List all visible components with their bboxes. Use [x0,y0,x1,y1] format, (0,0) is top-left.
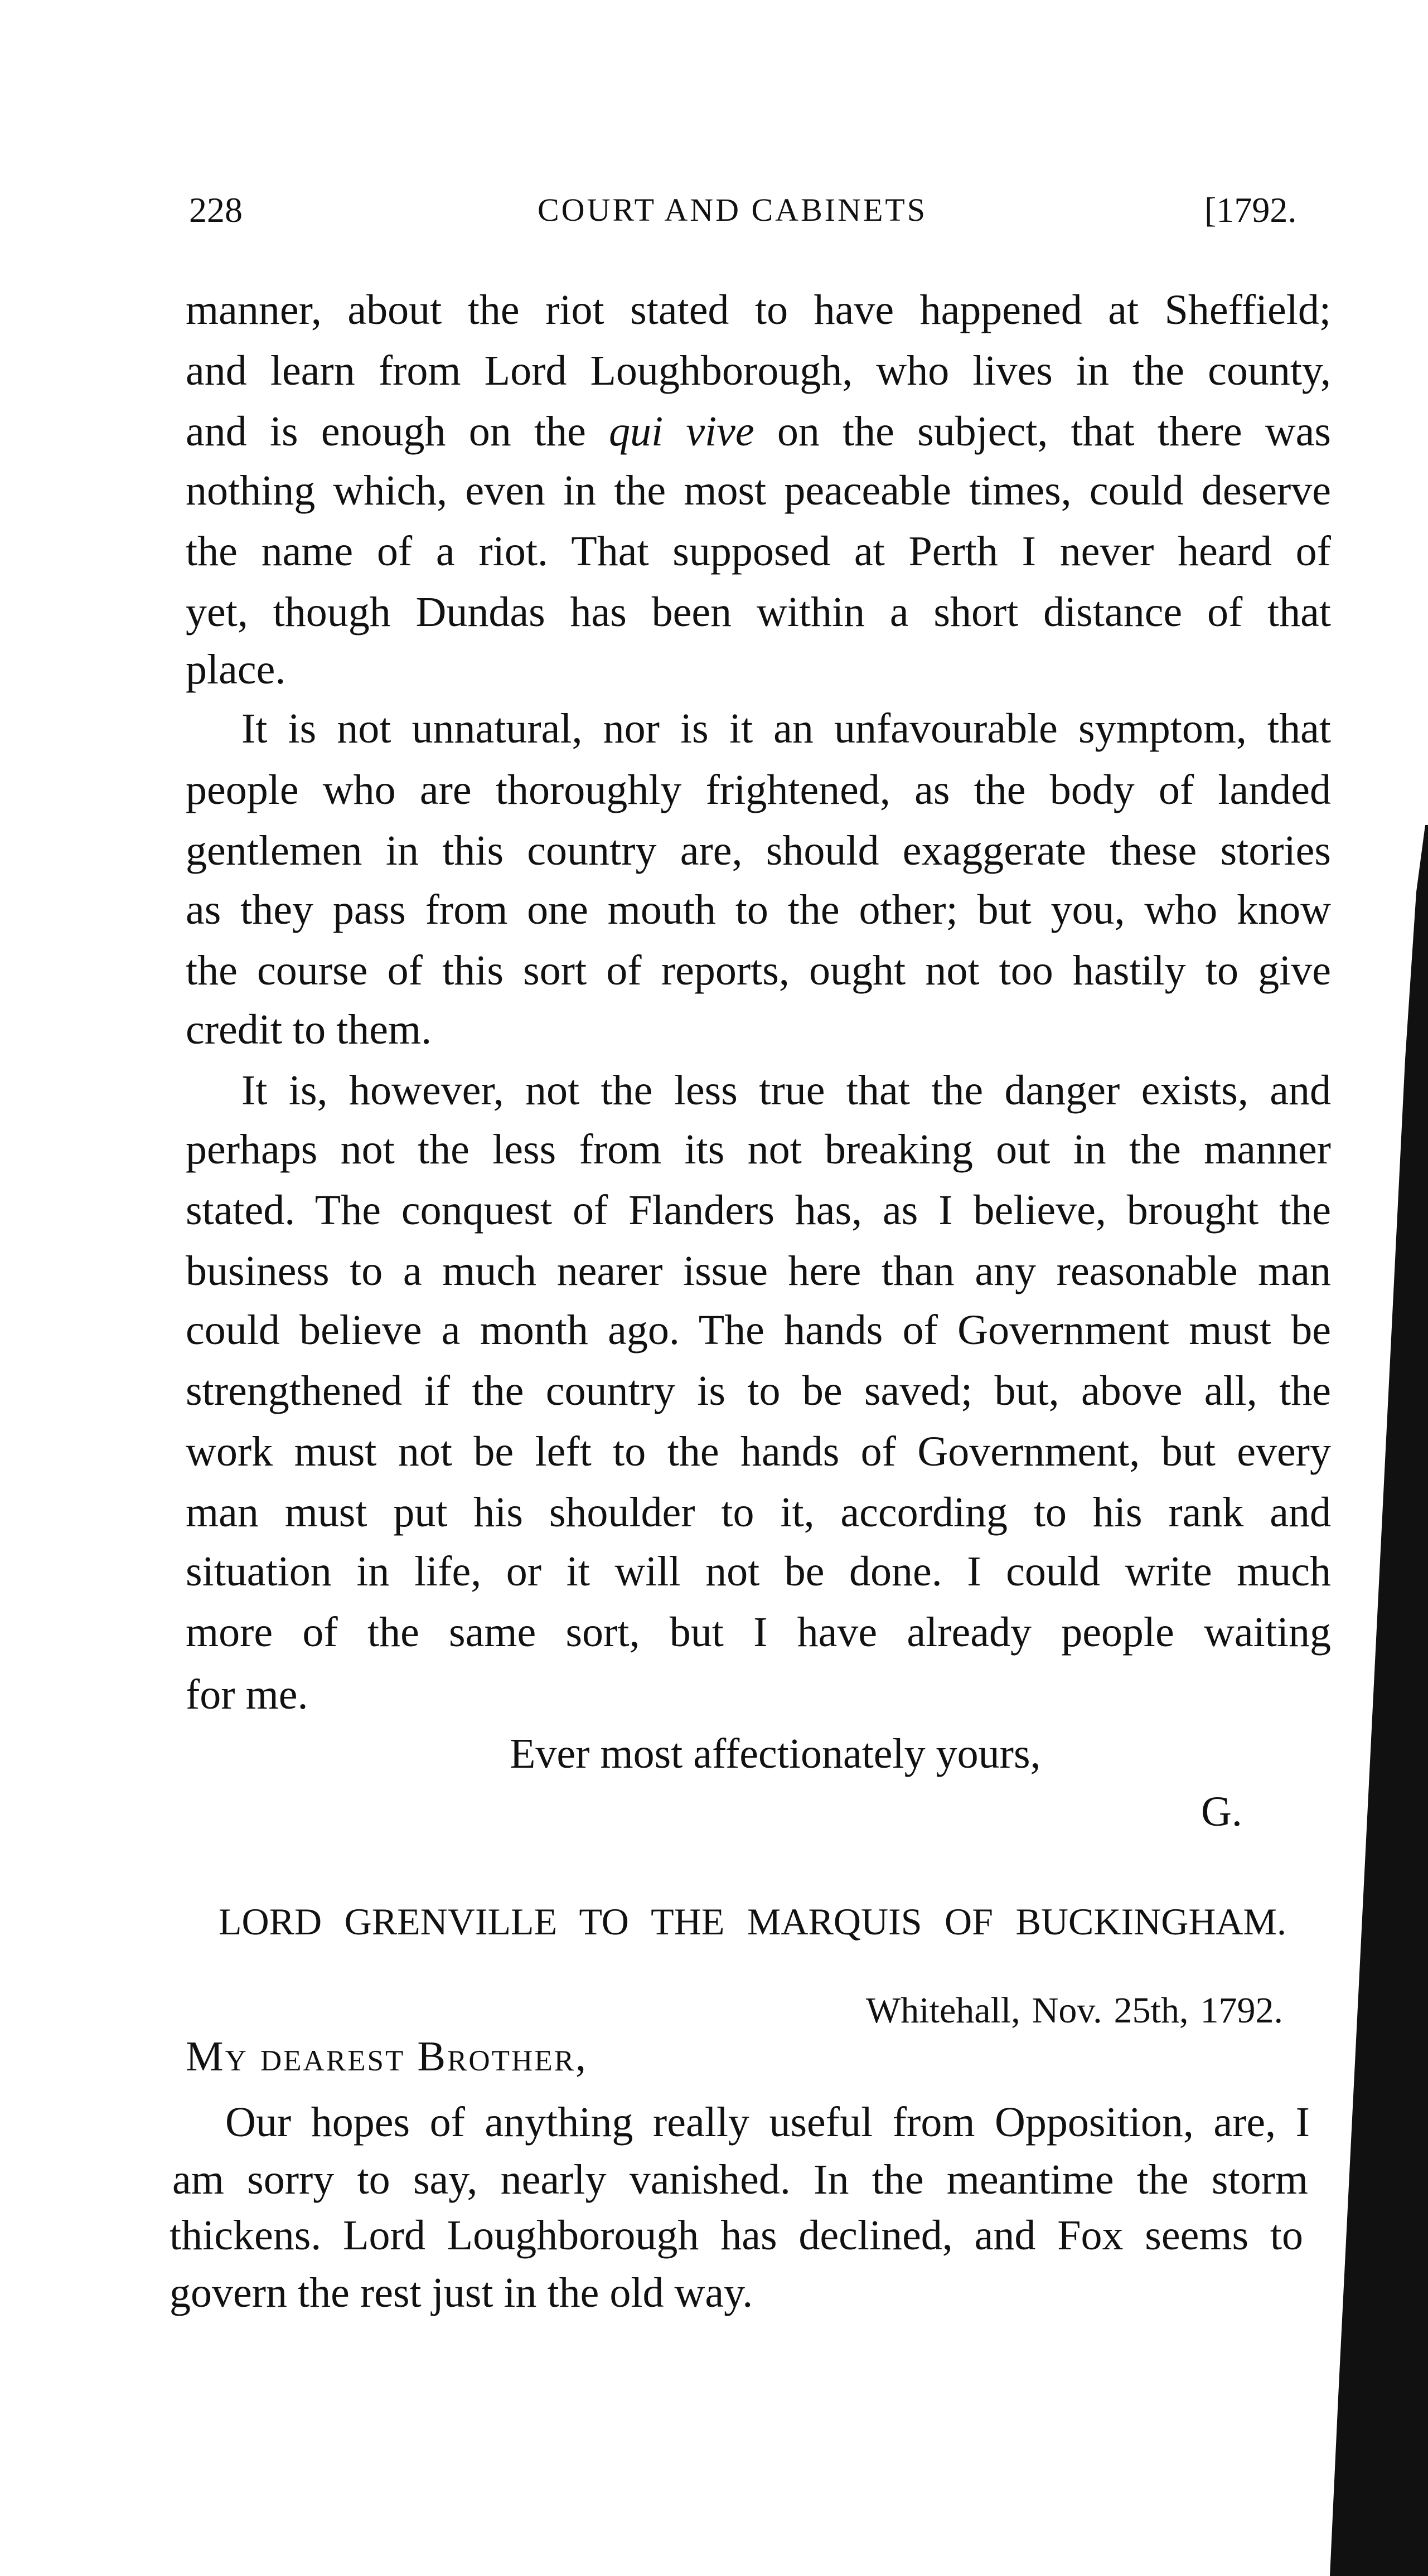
text-line [186,1482,1331,1543]
letter-heading [219,1891,1286,1952]
letter-closing [510,1724,1041,1784]
text-line [186,460,1331,521]
running-title: COURT AND CABINETS [538,192,928,228]
line-text: My dearest Brother, [186,2033,588,2080]
text-line [186,1361,1331,1422]
line-text: nothing which, even in the most peaceable times, could deserve [186,467,1331,514]
text-line [241,698,1331,759]
line-text: stated. The conquest of Flanders has, as I believe, brought the [186,1187,1331,1234]
text-line [186,401,1331,462]
text-line [186,940,1331,1001]
line-text: more of the same sort, but I have already people waiting [186,1609,1331,1656]
running-year: [1792. [1204,190,1297,230]
line-text: LORD GRENVILLE TO THE MARQUIS OF BUCKINGHAM. [219,1900,1286,1943]
line-text: strengthened if the country is to be saved; but, above all, the [186,1367,1331,1414]
text-line [225,2092,1310,2153]
line-text: for me. [186,1671,308,1718]
line-text: the name of a riot. That supposed at Perth I never heard of [186,528,1331,575]
line-text: It is, however, not the less true that the danger exists, and [241,1067,1331,1114]
text-line [186,1602,1331,1663]
line-text: G. [1201,1788,1242,1835]
text-line [186,1119,1331,1180]
text-line [241,1060,1331,1121]
line-text: Whitehall, Nov. 25th, 1792. [866,1990,1283,2031]
text-line [186,1422,1331,1482]
letter-signature [1201,1782,1242,1842]
text-line [186,280,1331,341]
line-text: and is enough on the [186,408,609,455]
text-line [172,2150,1308,2210]
page-number: 228 [189,190,243,230]
line-text: business to a much nearer issue here than any reasonable man [186,1248,1331,1294]
text-line [186,639,285,700]
text-line [186,821,1331,881]
line-text: It is not unnatural, nor is it an unfavourable symptom, that [241,705,1331,752]
line-text: as they pass from one mouth to the other; but you, who know [186,886,1331,933]
line-text: could believe a month ago. The hands of Government must be [186,1307,1331,1354]
line-text: people who are thoroughly frightened, as the body of landed [186,767,1331,813]
text-line [186,1665,308,1725]
line-text: the course of this sort of reports, ought not too hastily to give [186,947,1331,994]
line-text: work must not be left to the hands of Government, but every [186,1428,1331,1475]
line-text: Ever most affectionately yours, [510,1730,1041,1777]
text-line [186,1300,1331,1361]
text-line [170,2205,1303,2266]
letter-salutation [186,2026,588,2087]
line-text: govern the rest just in the old way. [170,2269,753,2316]
line-text: perhaps not the less from its not breaking out in the manner [186,1126,1331,1173]
line-text: manner, about the riot stated to have happened at Sheffield; [186,287,1331,333]
line-text: am sorry to say, nearly vanished. In the meantime the storm [172,2156,1308,2203]
text-line [186,521,1331,582]
line-text: credit to them. [186,1006,432,1053]
line-text: thickens. Lord Loughborough has declined, and Fox seems to [170,2212,1303,2259]
line-text: Our hopes of anything really useful from Opposition, are, I [225,2099,1310,2146]
line-text: and learn from Lord Loughborough, who lives in the county, [186,347,1331,394]
line-text: gentlemen in this country are, should exaggerate these stories [186,827,1331,874]
line-text: man must put his shoulder to it, according to his rank and [186,1489,1331,1536]
text-line [186,760,1331,821]
italic-phrase: qui vive [609,408,754,455]
line-text: place. [186,646,286,693]
line-text: on the subject, that there was [754,408,1331,455]
letter-dateline [866,1980,1283,2041]
text-line [170,2263,753,2323]
line-text: yet, though Dundas has been within a short distance of that [186,589,1331,635]
text-line [186,880,1331,940]
text-line [186,1241,1331,1302]
text-line [186,1541,1331,1602]
text-line [186,1180,1331,1241]
text-line [186,341,1331,401]
text-line [186,1000,432,1060]
line-text: situation in life, or it will not be done. I could write much [186,1548,1331,1595]
text-line [186,582,1331,643]
